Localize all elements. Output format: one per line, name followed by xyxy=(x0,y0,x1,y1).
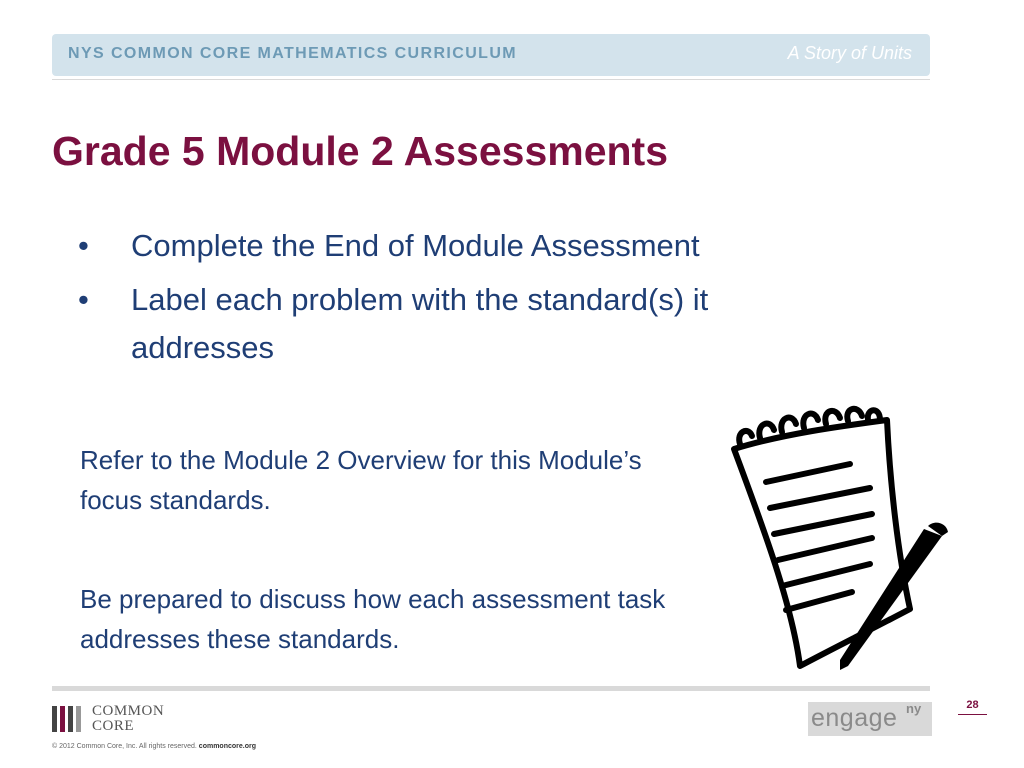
logo-line-2: CORE xyxy=(92,718,135,734)
common-core-logo xyxy=(52,703,164,735)
bullet-item xyxy=(78,222,838,270)
header-bar xyxy=(52,34,930,76)
curriculum-label: NYS COMMON CORE MATHEMATICS CURRICULUM xyxy=(68,45,518,62)
bullet-dot-icon: • xyxy=(78,282,89,317)
copyright-text xyxy=(52,743,256,750)
bullet-item xyxy=(78,276,838,372)
bullet-text: Label each problem with the standard(s) it addresses xyxy=(131,282,709,365)
engage-ny-logo xyxy=(808,702,932,736)
copyright-notice: © 2012 Common Core, Inc. All rights reserved. xyxy=(52,743,197,750)
footer-divider xyxy=(52,686,930,691)
bullet-dot-icon: • xyxy=(78,228,89,263)
overview-note: Refer to the Module 2 Overview for this Module’s focus standards. xyxy=(80,445,642,515)
header-divider xyxy=(52,79,930,80)
slide-title: Grade 5 Module 2 Assessments xyxy=(52,128,669,174)
discussion-note: Be prepared to discuss how each assessment task addresses these standards. xyxy=(80,584,666,654)
copyright-link[interactable]: commoncore.org xyxy=(198,743,256,750)
bullet-text: Complete the End of Module Assessment xyxy=(131,228,700,263)
story-label: A Story of Units xyxy=(787,43,912,63)
engage-ny-superscript: ny xyxy=(906,701,922,716)
notepad-with-pen-icon xyxy=(722,404,957,676)
engage-text: engage xyxy=(811,704,898,732)
page-number: 28 xyxy=(958,699,987,715)
logo-line-1: COMMON xyxy=(92,703,165,719)
common-core-bars-icon xyxy=(52,706,84,732)
bullet-list xyxy=(78,222,838,378)
